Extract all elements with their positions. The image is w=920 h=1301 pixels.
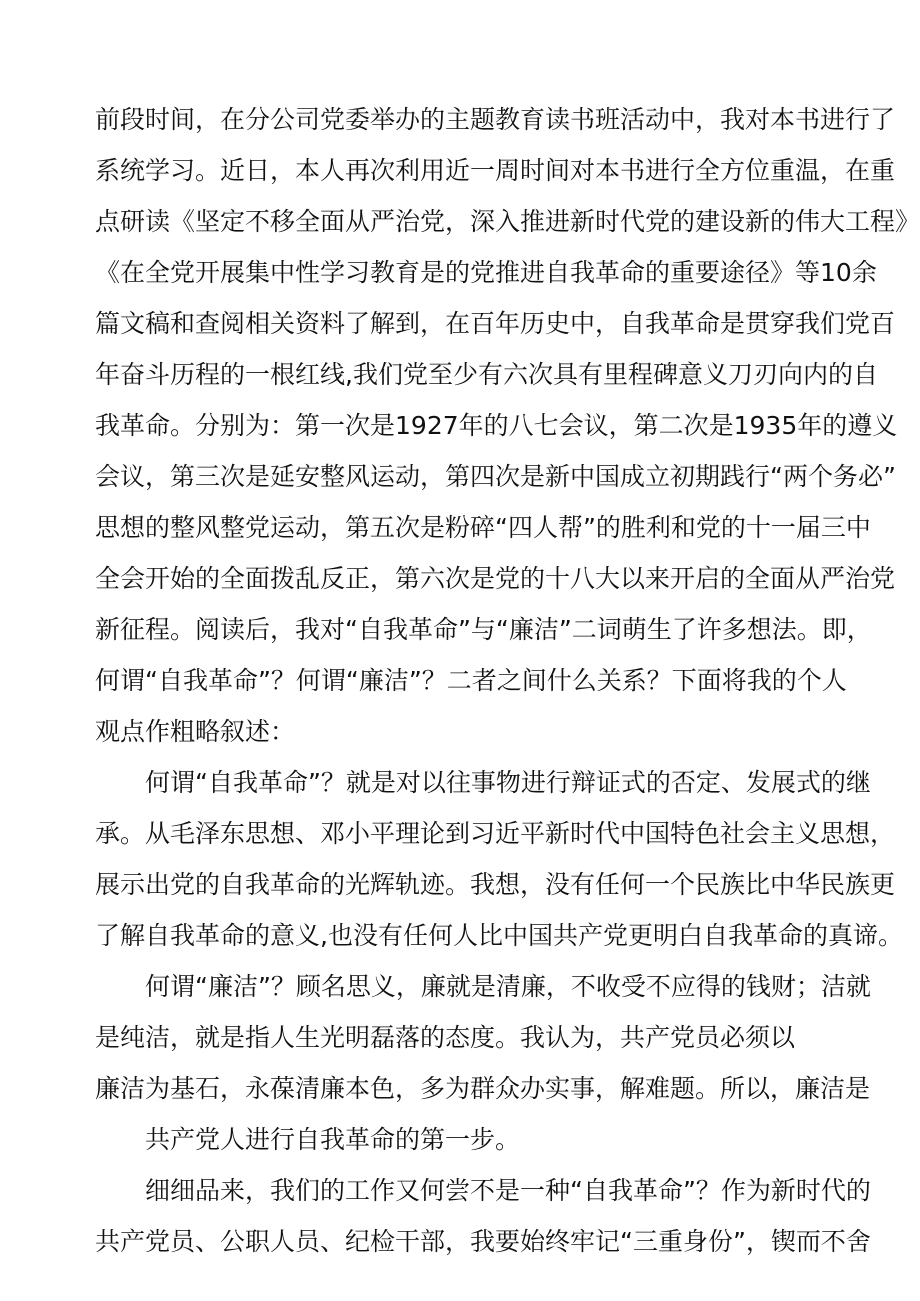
text-line: 何谓“自我革命”？就是对以往事物进行辩证式的否定、发展式的继 — [145, 768, 871, 797]
text-line: 何谓“廉洁”？顾名思义，廉就是清廉，不收受不应得的钱财；洁就 — [145, 972, 871, 1001]
text-line: 会议，第三次是延安整风运动，第四次是新中国成立初期践行“两个务必” — [95, 462, 896, 491]
text-line: 是纯洁，就是指人生光明磊落的态度。我认为，共产党员必须以 — [95, 1023, 796, 1052]
text-line: 点研读《坚定不移全面从严治党，深入推进新时代党的建设新的伟大工程》 — [95, 207, 920, 236]
text-line: 廉洁为基石，永葆清廉本色，多为群众办实事，解难题。所以，廉洁是 — [95, 1074, 871, 1103]
text-line: 展示出党的自我革命的光辉轨迹。我想，没有任何一个民族比中华民族更 — [95, 870, 896, 899]
text-line: 细细品来，我们的工作又何尝不是一种“自我革命”？作为新时代的 — [145, 1176, 871, 1205]
text-line: 年奋斗历程的一根红线,我们党至少有六次具有里程碑意义刀刃向内的自 — [95, 360, 878, 389]
text-line: 承。从毛泽东思想、邓小平理论到习近平新时代中国特色社会主义思想， — [95, 819, 896, 848]
text-line: 何谓“自我革命”？何谓“廉洁”？二者之间什么关系？下面将我的个人 — [95, 666, 847, 695]
text-line: 全会开始的全面拨乱反正，第六次是党的十八大以来开启的全面从严治党 — [95, 564, 896, 593]
text-line: 篇文稿和查阅相关资料了解到，在百年历史中，自我革命是贯穿我们党百 — [95, 309, 896, 338]
text-line: 了解自我革命的意义,也没有任何人比中国共产党更明白自我革命的真谛。 — [95, 921, 903, 950]
text-line: 观点作粗略叙述： — [95, 717, 296, 746]
text-line: 前段时间，在分公司党委举办的主题教育读书班活动中，我对本书进行了 — [95, 105, 896, 134]
text-line: 系统学习。近日，本人再次利用近一周时间对本书进行全方位重温，在重 — [95, 156, 896, 185]
text-line: 《在全党开展集中性学习教育是的党推进自我革命的重要途径》等10余 — [95, 258, 877, 287]
text-line: 共产党人进行自我革命的第一步。 — [145, 1125, 521, 1154]
text-line: 思想的整风整党运动，第五次是粉碎“四人帮”的胜利和党的十一届三中 — [95, 513, 871, 542]
text-line: 新征程。阅读后，我对“自我革命”与“廉洁”二词萌生了许多想法。即， — [95, 615, 872, 644]
text-line: 我革命。分别为：第一次是1927年的八七会议，第二次是1935年的遵义 — [95, 411, 898, 440]
text-line: 共产党员、公职人员、纪检干部，我要始终牢记“三重身份”，锲而不舍 — [95, 1227, 871, 1256]
